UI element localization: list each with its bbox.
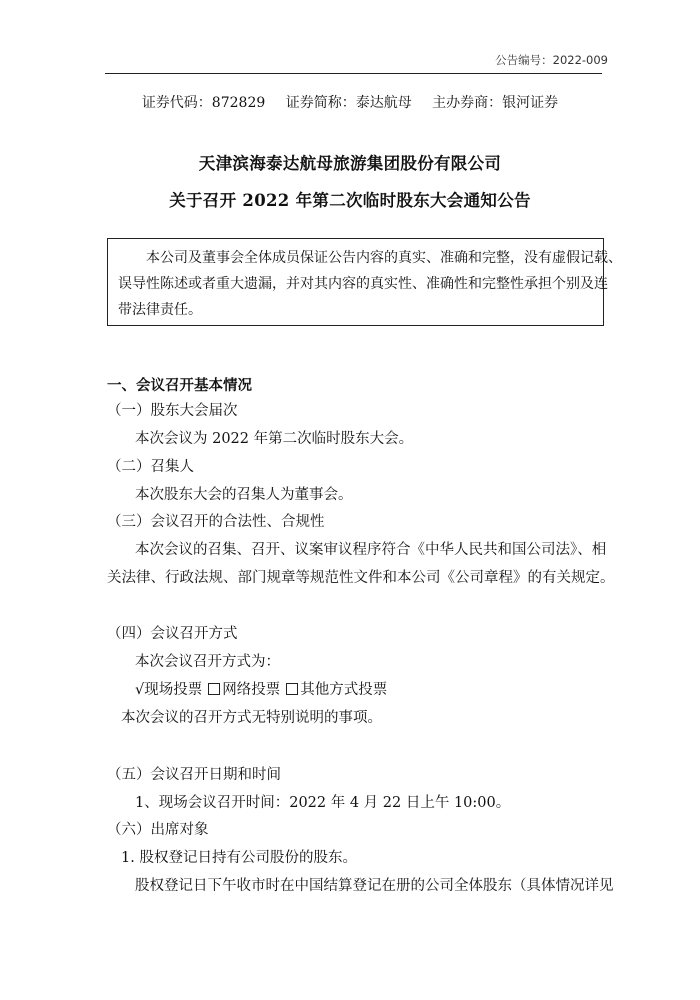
disclaimer-box (107, 238, 622, 326)
disclaimer-line: 误导性陈述或者重大遗漏，并对其内容的真实性、准确性和完整性承担个别及连 (118, 276, 608, 292)
announcement-title: 关于召开 2022 年第二次临时股东大会通知公告 (169, 191, 531, 210)
sub-heading-convener: （二）召集人 (107, 459, 194, 475)
announcement-number: 公告编号：2022-009 (495, 53, 608, 67)
section1-heading: 一、会议召开基本情况 (107, 377, 252, 394)
disclaimer-line: 本公司及董事会全体成员保证公告内容的真实、准确和完整，没有虚假记载、 (146, 250, 622, 266)
header-rule (105, 73, 602, 74)
voting-option-online: 网络投票 (208, 682, 280, 698)
paragraph-datetime: 1、现场会议召开时间：2022 年 4 月 22 日上午 10:00。 (135, 795, 511, 811)
voting-option-onsite: √现场投票 (135, 682, 203, 698)
security-short-name: 证券简称：泰达航母 (285, 95, 412, 111)
voting-method-options (135, 678, 387, 699)
paragraph-legality-line1: 本次会议的召集、召开、议案审议程序符合《中华人民共和国公司法》、相 (135, 542, 607, 558)
security-code: 证券代码：872829 (141, 95, 266, 111)
paragraph-method-note: 本次会议的召开方式无特别说明的事项。 (121, 710, 382, 726)
sponsor-broker: 主办券商：银河证券 (432, 95, 559, 111)
empty-checkbox-icon (286, 683, 298, 695)
voting-option-other: 其他方式投票 (286, 682, 387, 698)
sub-heading-attendees: （六）出席对象 (107, 822, 209, 838)
sub-heading-datetime: （五）会议召开日期和时间 (107, 767, 281, 783)
paragraph-convener: 本次股东大会的召集人为董事会。 (135, 487, 353, 503)
sub-heading-legality: （三）会议召开的合法性、合规性 (107, 514, 325, 530)
disclaimer-line: 带法律责任。 (118, 302, 202, 318)
check-mark-icon: √ (135, 682, 145, 698)
sub-heading-method: （四）会议召开方式 (107, 626, 238, 642)
paragraph-method-intro: 本次会议召开方式为： (135, 654, 280, 670)
sub-heading-session: （一）股东大会届次 (107, 403, 238, 419)
empty-checkbox-icon (208, 683, 220, 695)
paragraph-legality-line2: 关法律、行政法规、部门规章等规范性文件和本公司《公司章程》的有关规定。 (107, 570, 615, 586)
list-item-shareholders: 1. 股权登记日持有公司股份的股东。 (121, 850, 357, 866)
securities-info-row (0, 92, 700, 112)
company-name-title: 天津滨海泰达航母旅游集团股份有限公司 (198, 154, 502, 173)
paragraph-session: 本次会议为 2022 年第二次临时股东大会。 (135, 431, 414, 447)
paragraph-shareholders: 股权登记日下午收市时在中国结算登记在册的公司全体股东（具体情况详见 (135, 878, 614, 894)
